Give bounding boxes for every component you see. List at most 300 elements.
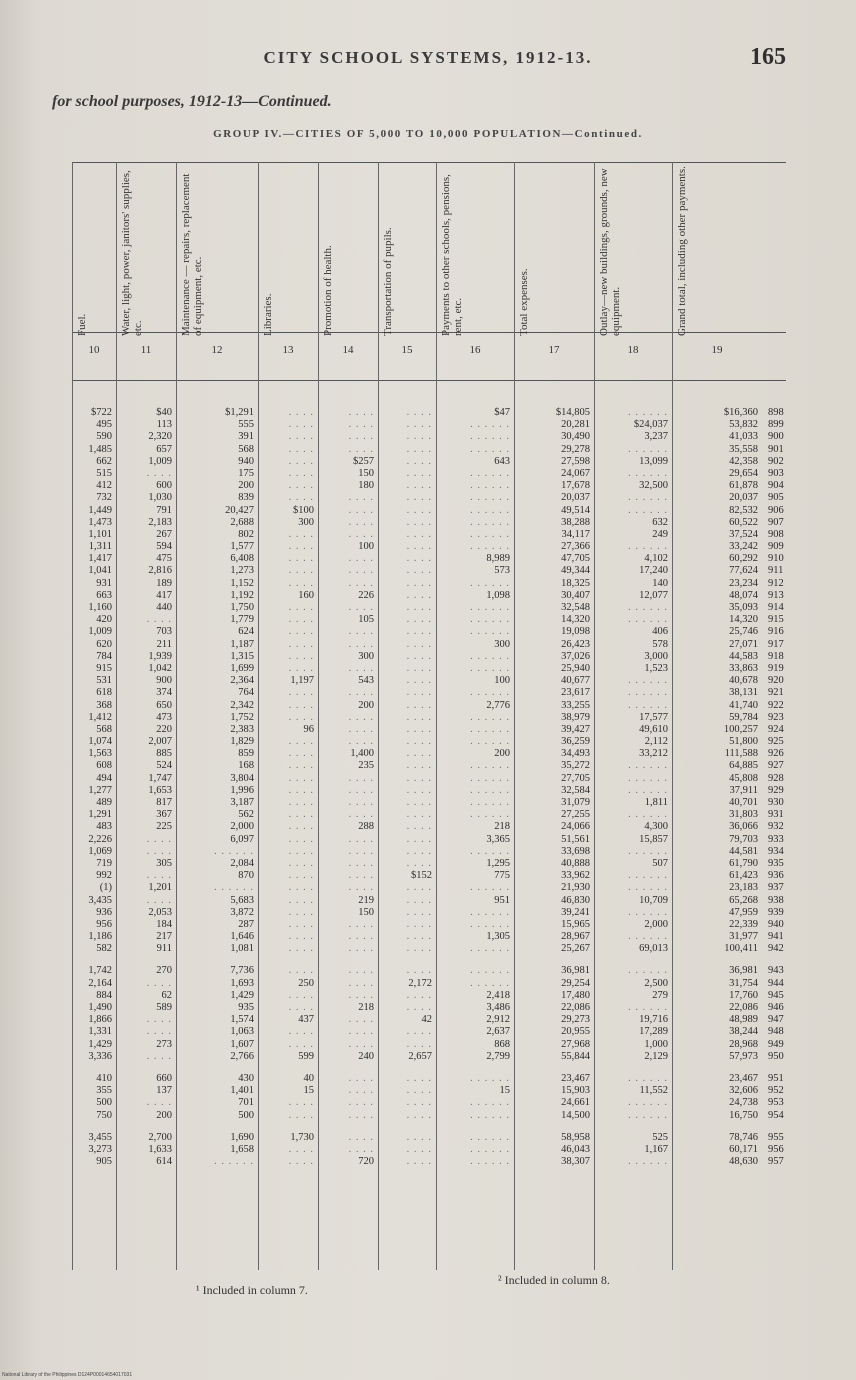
table-cell: . . . . — [406, 882, 432, 894]
table-cell: . . . . — [288, 833, 314, 845]
table-cell: 940 — [238, 455, 254, 467]
table-cell: 32,548 — [561, 602, 590, 613]
table-cell: 1,633 — [148, 1143, 172, 1155]
table-cell: 1,429 — [88, 1038, 112, 1050]
table-cell: 33,962 — [561, 870, 590, 882]
table-cell: . . . . — [406, 541, 432, 553]
row-gap — [318, 955, 374, 965]
table-cell: . . . . — [288, 614, 314, 626]
table-cell: 1,473 — [88, 516, 112, 528]
table-cell: . . . . — [348, 443, 374, 455]
row-gap — [116, 1122, 172, 1132]
table-cell: 1,485 — [88, 443, 112, 455]
table-cell: 2,500 — [644, 977, 668, 989]
table-cell: 2,164 — [88, 977, 112, 989]
column-number-12: 12 — [211, 344, 223, 356]
table-cell: 35,272 — [561, 760, 590, 772]
row-gap — [672, 1122, 758, 1132]
table-cell: . . . . — [348, 931, 374, 943]
table-cell: . . . . . . — [470, 419, 510, 431]
table-cell: 374 — [156, 687, 172, 699]
table-cell: . . . . . . — [470, 480, 510, 492]
table-cell: . . . . . . — [470, 797, 510, 808]
table-cell: 515 — [96, 467, 112, 479]
row-number: 905 — [768, 492, 784, 504]
table-cell: 47,959 — [729, 906, 758, 918]
column-header-10: Fuel. — [76, 313, 88, 336]
table-cell: . . . . — [288, 821, 314, 833]
table-cell: 62 — [161, 989, 172, 1001]
table-cell: . . . . — [288, 602, 314, 613]
column-header-12: Maintenance — repairs, replacement of equipment, etc. — [180, 173, 204, 336]
column-header-13: Libraries. — [262, 293, 274, 336]
table-cell: 410 — [96, 1072, 112, 1084]
table-cell: 1,939 — [148, 650, 172, 662]
table-cell: . . . . — [348, 918, 374, 930]
table-cell: 34,493 — [561, 748, 590, 760]
table-cell: . . . . — [406, 797, 432, 808]
table-cell: . . . . — [288, 407, 314, 418]
table-cell: 42,358 — [729, 455, 758, 467]
column-number-13: 13 — [282, 344, 294, 356]
table-cell: 24,661 — [561, 1097, 590, 1109]
table-cell: 25,940 — [561, 662, 590, 674]
table-cell: . . . . — [288, 809, 314, 821]
table-cell: . . . . — [406, 687, 432, 699]
table-cell: 1,449 — [88, 504, 112, 516]
row-gap — [116, 1063, 172, 1073]
row-number: 911 — [768, 565, 784, 577]
row-gap — [72, 955, 112, 965]
table-cell: 935 — [238, 1002, 254, 1013]
row-number: 915 — [768, 614, 784, 626]
table-cell: 33,863 — [729, 662, 758, 674]
table-cell: 28,967 — [561, 931, 590, 943]
table-cell: 44,583 — [729, 650, 758, 662]
table-cell: 44,581 — [729, 845, 758, 857]
table-cell: 430 — [238, 1072, 254, 1084]
table-cell: 22,086 — [561, 1002, 590, 1013]
table-cell: . . . . — [146, 1026, 172, 1038]
table-cell: 1,160 — [88, 602, 112, 613]
table-cell: . . . . — [348, 1143, 374, 1155]
table-cell: 20,037 — [561, 492, 590, 504]
table-cell: . . . . . . — [470, 760, 510, 772]
table-cell: 2,084 — [230, 857, 254, 869]
table-cell: 17,577 — [639, 711, 668, 723]
table-cell: 39,427 — [561, 723, 590, 735]
table-cell: 764 — [238, 687, 254, 699]
table-cell: . . . . — [406, 857, 432, 869]
row-number: 939 — [768, 906, 784, 918]
table-cell: 1,152 — [230, 577, 254, 589]
table-cell: 15 — [303, 1085, 314, 1097]
table-cell: 1,752 — [230, 711, 254, 723]
table-cell: 305 — [156, 857, 172, 869]
table-cell: 1,277 — [88, 784, 112, 796]
table-cell: . . . . — [288, 577, 314, 589]
table-cell: 65,268 — [729, 894, 758, 906]
table-cell: . . . . — [288, 553, 314, 565]
table-cell: . . . . — [406, 736, 432, 748]
row-gap — [594, 955, 668, 965]
table-cell: . . . . — [288, 443, 314, 455]
table-cell: 57,973 — [729, 1050, 758, 1062]
table-cell: . . . . . . — [470, 906, 510, 918]
table-cell: 3,273 — [88, 1143, 112, 1155]
row-number: 914 — [768, 602, 784, 613]
table-cell: . . . . — [288, 699, 314, 711]
table-cell: 1,009 — [88, 626, 112, 638]
table-cell: 1,305 — [486, 931, 510, 943]
table-cell: 27,968 — [561, 1038, 590, 1050]
table-cell: 791 — [156, 504, 172, 516]
table-cell: . . . . . . — [470, 541, 510, 553]
table-cell: 168 — [238, 760, 254, 772]
table-cell: . . . . . . — [470, 711, 510, 723]
table-cell: . . . . — [406, 1109, 432, 1121]
row-gap — [762, 1122, 802, 1132]
table-cell: 17,678 — [561, 480, 590, 492]
table-cell: . . . . . . — [470, 809, 510, 821]
table-cell: 911 — [156, 943, 172, 955]
table-cell: 14,320 — [729, 614, 758, 626]
table-cell: 2,766 — [230, 1050, 254, 1062]
row-number: 919 — [768, 662, 784, 674]
table-cell: $14,805 — [555, 407, 590, 418]
table-cell: 55,844 — [561, 1050, 590, 1062]
table-cell: . . . . — [406, 650, 432, 662]
table-cell: . . . . . . — [470, 1156, 510, 1168]
table-cell: 38,979 — [561, 711, 590, 723]
row-number: 908 — [768, 528, 784, 540]
table-cell: 1,574 — [230, 1014, 254, 1026]
table-cell: 38,307 — [561, 1156, 590, 1168]
table-cell: 100 — [494, 675, 510, 687]
table-cell: . . . . . . — [470, 918, 510, 930]
row-number: 918 — [768, 650, 784, 662]
table-cell: 17,760 — [729, 989, 758, 1001]
row-number: 899 — [768, 419, 784, 431]
row-number: 927 — [768, 760, 784, 772]
table-cell: 20,037 — [729, 492, 758, 504]
table-cell: 701 — [238, 1097, 254, 1109]
table-cell: 113 — [156, 419, 172, 431]
table-cell: 27,255 — [561, 809, 590, 821]
table-cell: . . . . — [406, 407, 432, 418]
table-cell: 40,678 — [729, 675, 758, 687]
table-cell: . . . . — [348, 626, 374, 638]
table-cell: $47 — [494, 407, 510, 418]
table-cell: . . . . . . — [470, 662, 510, 674]
row-gap — [378, 1122, 432, 1132]
table-cell: 1,779 — [230, 614, 254, 626]
row-gap — [514, 955, 590, 965]
table-cell: 16,750 — [729, 1109, 758, 1121]
table-cell: 817 — [156, 797, 172, 808]
table-cell: . . . . — [406, 431, 432, 443]
column-values-10 — [72, 407, 112, 1168]
table-cell: . . . . . . — [628, 1002, 668, 1013]
table-cell: . . . . — [288, 772, 314, 784]
table-cell: . . . . — [348, 711, 374, 723]
table-cell: . . . . . . — [470, 943, 510, 955]
column-number-16: 16 — [469, 344, 481, 356]
row-gap — [176, 955, 254, 965]
table-cell: . . . . — [146, 1097, 172, 1109]
table-cell: 2,000 — [230, 821, 254, 833]
group-title: GROUP IV.—CITIES OF 5,000 TO 10,000 POPULATION—Continued. — [213, 128, 643, 140]
table-cell: . . . . — [406, 748, 432, 760]
table-cell: . . . . . . — [470, 602, 510, 613]
table-cell: . . . . — [348, 528, 374, 540]
table-cell: 24,066 — [561, 821, 590, 833]
table-cell: 3,187 — [230, 797, 254, 808]
table-cell: 1,192 — [230, 589, 254, 601]
row-number: 956 — [768, 1143, 784, 1155]
table-cell: 25,746 — [729, 626, 758, 638]
row-number: 943 — [768, 965, 784, 977]
table-cell: . . . . — [406, 589, 432, 601]
table-cell: 1,400 — [350, 748, 374, 760]
table-cell: . . . . . . — [470, 443, 510, 455]
table-cell: 30,407 — [561, 589, 590, 601]
table-cell: . . . . — [348, 977, 374, 989]
table-cell: 61,790 — [729, 857, 758, 869]
table-cell: 884 — [96, 989, 112, 1001]
table-cell: . . . . . . — [628, 1156, 668, 1168]
table-cell: 33,255 — [561, 699, 590, 711]
row-gap — [378, 1063, 432, 1073]
table-cell: . . . . — [348, 1072, 374, 1084]
table-cell: . . . . — [406, 918, 432, 930]
table-cell: 600 — [156, 480, 172, 492]
table-cell: 175 — [238, 467, 254, 479]
table-cell: . . . . — [348, 504, 374, 516]
table-cell: $100 — [293, 504, 314, 516]
row-number: 926 — [768, 748, 784, 760]
table-cell: 12,077 — [639, 589, 668, 601]
table-cell: 1,653 — [148, 784, 172, 796]
table-cell: . . . . — [288, 870, 314, 882]
column-header-15: Transportation of pupils. — [382, 227, 394, 336]
table-cell: 45,808 — [729, 772, 758, 784]
column-number-18: 18 — [627, 344, 639, 356]
table-cell: 1,186 — [88, 931, 112, 943]
row-number: 935 — [768, 857, 784, 869]
row-number: 923 — [768, 711, 784, 723]
table-cell: 46,830 — [561, 894, 590, 906]
table-cell: . . . . — [406, 455, 432, 467]
table-cell: 82,532 — [729, 504, 758, 516]
table-cell: 29,254 — [561, 977, 590, 989]
table-cell: . . . . — [406, 845, 432, 857]
table-cell: 27,071 — [729, 638, 758, 650]
table-cell: 1,690 — [230, 1131, 254, 1143]
table-cell: . . . . . . — [470, 1143, 510, 1155]
table-cell: . . . . . . — [628, 784, 668, 796]
table-cell: . . . . . . — [470, 845, 510, 857]
table-cell: . . . . — [348, 492, 374, 504]
table-cell: 1,291 — [88, 809, 112, 821]
table-cell: . . . . — [288, 565, 314, 577]
table-cell: . . . . — [288, 638, 314, 650]
table-cell: 58,958 — [561, 1131, 590, 1143]
table-cell: 500 — [238, 1109, 254, 1121]
table-cell: 3,455 — [88, 1131, 112, 1143]
table-cell: 608 — [96, 760, 112, 772]
table-cell: . . . . — [288, 1109, 314, 1121]
row-number: 940 — [768, 918, 784, 930]
table-cell: . . . . — [348, 1131, 374, 1143]
table-cell: . . . . — [348, 407, 374, 418]
row-number: 931 — [768, 809, 784, 821]
page-number: 165 — [750, 44, 786, 70]
table-cell: . . . . . . — [628, 931, 668, 943]
row-number: 953 — [768, 1097, 784, 1109]
table-cell: 936 — [96, 906, 112, 918]
table-cell: $257 — [353, 455, 374, 467]
table-cell: . . . . — [146, 870, 172, 882]
table-cell: . . . . . . — [628, 541, 668, 553]
table-cell: 180 — [358, 480, 374, 492]
table-cell: 35,093 — [729, 602, 758, 613]
table-cell: 590 — [96, 431, 112, 443]
table-cell: 2,053 — [148, 906, 172, 918]
table-cell: 29,278 — [561, 443, 590, 455]
table-cell: 150 — [358, 906, 374, 918]
row-gap — [72, 1063, 112, 1073]
table-cell: 750 — [96, 1109, 112, 1121]
table-cell: . . . . — [406, 1143, 432, 1155]
table-cell: 2,776 — [486, 699, 510, 711]
table-cell: 29,654 — [729, 467, 758, 479]
table-cell: 859 — [238, 748, 254, 760]
table-cell: . . . . — [288, 480, 314, 492]
column-values-12 — [176, 407, 254, 1168]
table-cell: . . . . — [348, 419, 374, 431]
table-cell: . . . . . . — [628, 467, 668, 479]
table-cell: . . . . — [288, 1156, 314, 1168]
row-number: 942 — [768, 943, 784, 955]
table-cell: . . . . . . — [470, 723, 510, 735]
table-cell: 273 — [156, 1038, 172, 1050]
row-gap — [436, 1122, 510, 1132]
table-cell: . . . . — [146, 614, 172, 626]
table-cell: . . . . — [406, 1026, 432, 1038]
table-cell: 40 — [303, 1072, 314, 1084]
table-rule — [72, 380, 786, 381]
table-cell: 37,911 — [729, 784, 758, 796]
row-number: 916 — [768, 626, 784, 638]
row-number: 921 — [768, 687, 784, 699]
table-cell: 23,467 — [561, 1072, 590, 1084]
column-number-14: 14 — [342, 344, 354, 356]
table-cell: 784 — [96, 650, 112, 662]
table-cell: 42 — [421, 1014, 432, 1026]
table-cell: . . . . — [146, 977, 172, 989]
table-cell: . . . . . . — [628, 906, 668, 918]
column-header-16: Payments to other schools, pensions, rent, etc. — [440, 174, 464, 336]
table-cell: . . . . . . — [470, 1109, 510, 1121]
table-cell: . . . . — [348, 784, 374, 796]
table-cell: . . . . . . — [470, 467, 510, 479]
table-cell: 30,490 — [561, 431, 590, 443]
row-number: 955 — [768, 1131, 784, 1143]
table-cell: 1,098 — [486, 589, 510, 601]
table-cell: 657 — [156, 443, 172, 455]
table-cell: . . . . — [288, 626, 314, 638]
column-values-18 — [594, 407, 668, 1168]
table-cell: . . . . . . — [214, 845, 254, 857]
table-cell: 20,281 — [561, 419, 590, 431]
row-number: 903 — [768, 467, 784, 479]
table-cell: 48,074 — [729, 589, 758, 601]
table-cell: . . . . . . — [628, 443, 668, 455]
table-cell: . . . . — [348, 602, 374, 613]
table-cell: . . . . — [348, 965, 374, 977]
table-cell: 1,074 — [88, 736, 112, 748]
table-cell: . . . . . . — [628, 492, 668, 504]
table-cell: 28,968 — [729, 1038, 758, 1050]
row-number: 912 — [768, 577, 784, 589]
row-gap — [762, 1063, 802, 1073]
column-values-17 — [514, 407, 590, 1168]
table-cell: 2,172 — [408, 977, 432, 989]
footnote-left: ¹ Included in column 7. — [196, 1283, 308, 1297]
table-cell: . . . . — [288, 906, 314, 918]
table-cell: . . . . — [406, 821, 432, 833]
table-cell: 10,709 — [639, 894, 668, 906]
table-cell: 1,042 — [148, 662, 172, 674]
row-number: 947 — [768, 1014, 784, 1026]
table-cell: 1,030 — [148, 492, 172, 504]
row-number: 907 — [768, 516, 784, 528]
table-cell: 870 — [238, 870, 254, 882]
table-cell: 1,201 — [148, 882, 172, 894]
row-gap — [594, 1122, 668, 1132]
row-gap — [258, 955, 314, 965]
table-cell: . . . . . . — [470, 736, 510, 748]
table-cell: 40,701 — [729, 797, 758, 808]
table-cell: 48,630 — [729, 1156, 758, 1168]
table-cell: . . . . . . — [470, 1131, 510, 1143]
table-cell: 25,267 — [561, 943, 590, 955]
row-gap — [72, 1122, 112, 1132]
table-cell: . . . . — [406, 614, 432, 626]
table-cell: . . . . — [288, 419, 314, 431]
table-cell: 1,041 — [88, 565, 112, 577]
table-cell: 36,981 — [729, 965, 758, 977]
table-cell: . . . . — [348, 797, 374, 808]
table-cell: 61,878 — [729, 480, 758, 492]
table-cell: . . . . — [288, 1026, 314, 1038]
table-cell: 1,658 — [230, 1143, 254, 1155]
table-cell: . . . . — [288, 467, 314, 479]
table-cell: . . . . — [146, 1050, 172, 1062]
table-cell: 367 — [156, 809, 172, 821]
table-cell: . . . . — [406, 419, 432, 431]
table-cell: 23,617 — [561, 687, 590, 699]
table-cell: 211 — [156, 638, 172, 650]
row-number: 920 — [768, 675, 784, 687]
table-cell: 60,171 — [729, 1143, 758, 1155]
table-cell: 582 — [96, 943, 112, 955]
table-cell: 19,716 — [639, 1014, 668, 1026]
table-cell: 1,101 — [88, 528, 112, 540]
table-cell: 2,000 — [644, 918, 668, 930]
table-cell: 1,315 — [230, 650, 254, 662]
